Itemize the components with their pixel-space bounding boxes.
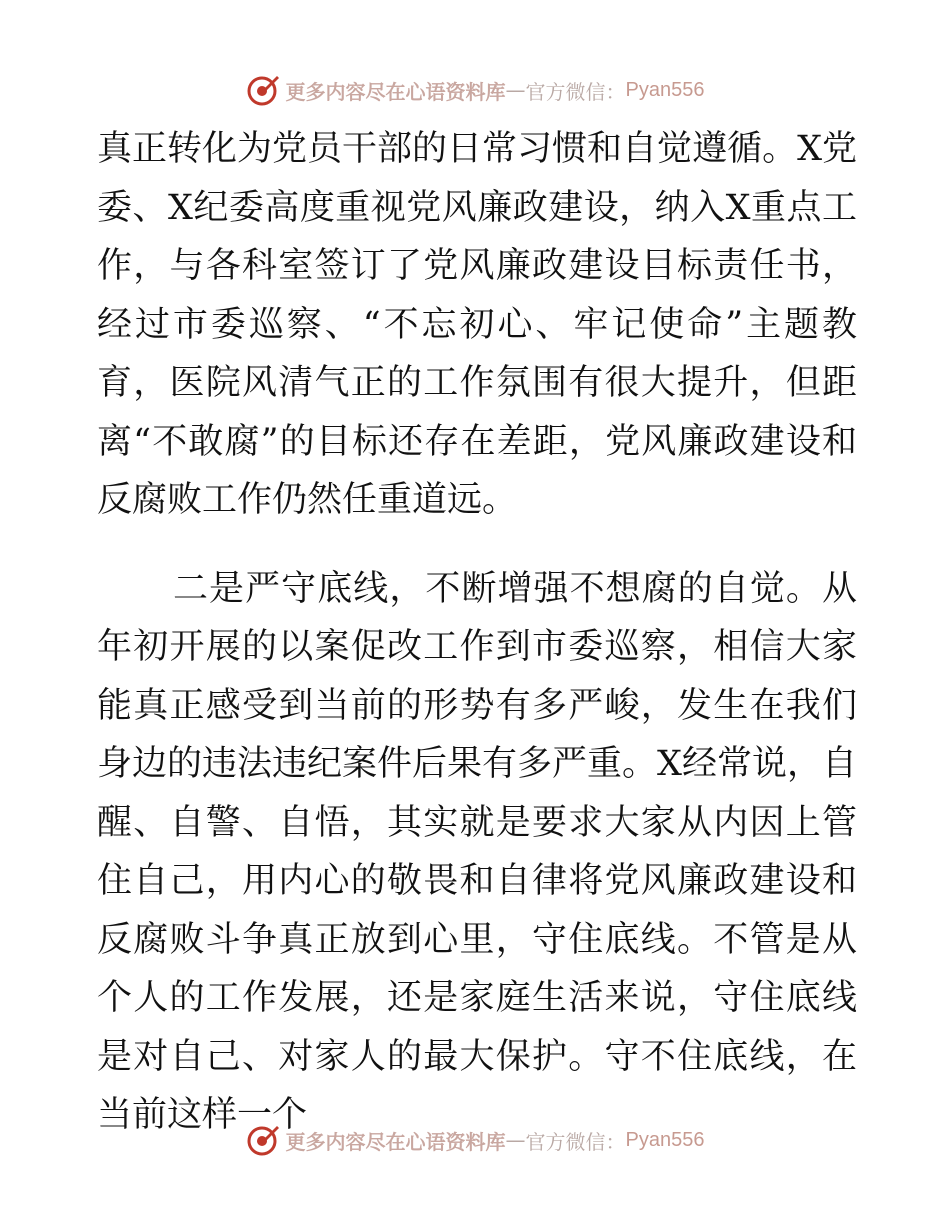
header-banner	[0, 70, 950, 110]
header-separator: —	[505, 78, 526, 102]
paragraph-bottom-line: 二是严守底线，不断增强不想腐的自觉。从年初开展的以案促改工作到市委巡察，相信大家能真正感受到当前的形势有多严峻，发生在我们身边的违法违纪案件后果有多严重。X经常说，自醒、自警、自悟，其实就是要求大家从内因上管住自己，用内心的敬畏和自律将党风廉政建设和反腐败斗争真正放到心里，守住底线。不管是从个人的工作发展，还是家庭生活来说，守住底线是对自己、对家人的最大保护。守不住底线，在当前这样一个	[97, 568, 857, 1135]
footer-separator: —	[505, 1128, 526, 1152]
paragraph-continued: 真正转化为党员干部的日常习惯和自觉遵循。X党委、X纪委高度重视党风廉政建设，纳入X重点工作，与各科室签订了党风廉政建设目标责任书，经过市委巡察、“不忘初心、牢记使命”主题教育，医院风清气正的工作氛围有很大提升，但距离“不敢腐”的目标还存在差距，党风廉政建设和反腐败工作仍然任重道远。	[97, 129, 857, 520]
footer-account-id: Pyan556	[625, 1128, 705, 1151]
header-wechat-label: 官方微信：	[525, 79, 626, 104]
footer-brand-text: 更多内容尽在心语资料库	[285, 1129, 506, 1154]
pen-logo-icon	[246, 73, 280, 107]
header-brand-text: 更多内容尽在心语资料库	[285, 79, 506, 104]
pen-logo-icon	[246, 1123, 280, 1157]
footer-banner	[0, 1120, 950, 1160]
footer-wechat-label: 官方微信：	[525, 1129, 626, 1154]
document-body	[97, 120, 857, 1145]
header-account-id: Pyan556	[625, 78, 705, 101]
